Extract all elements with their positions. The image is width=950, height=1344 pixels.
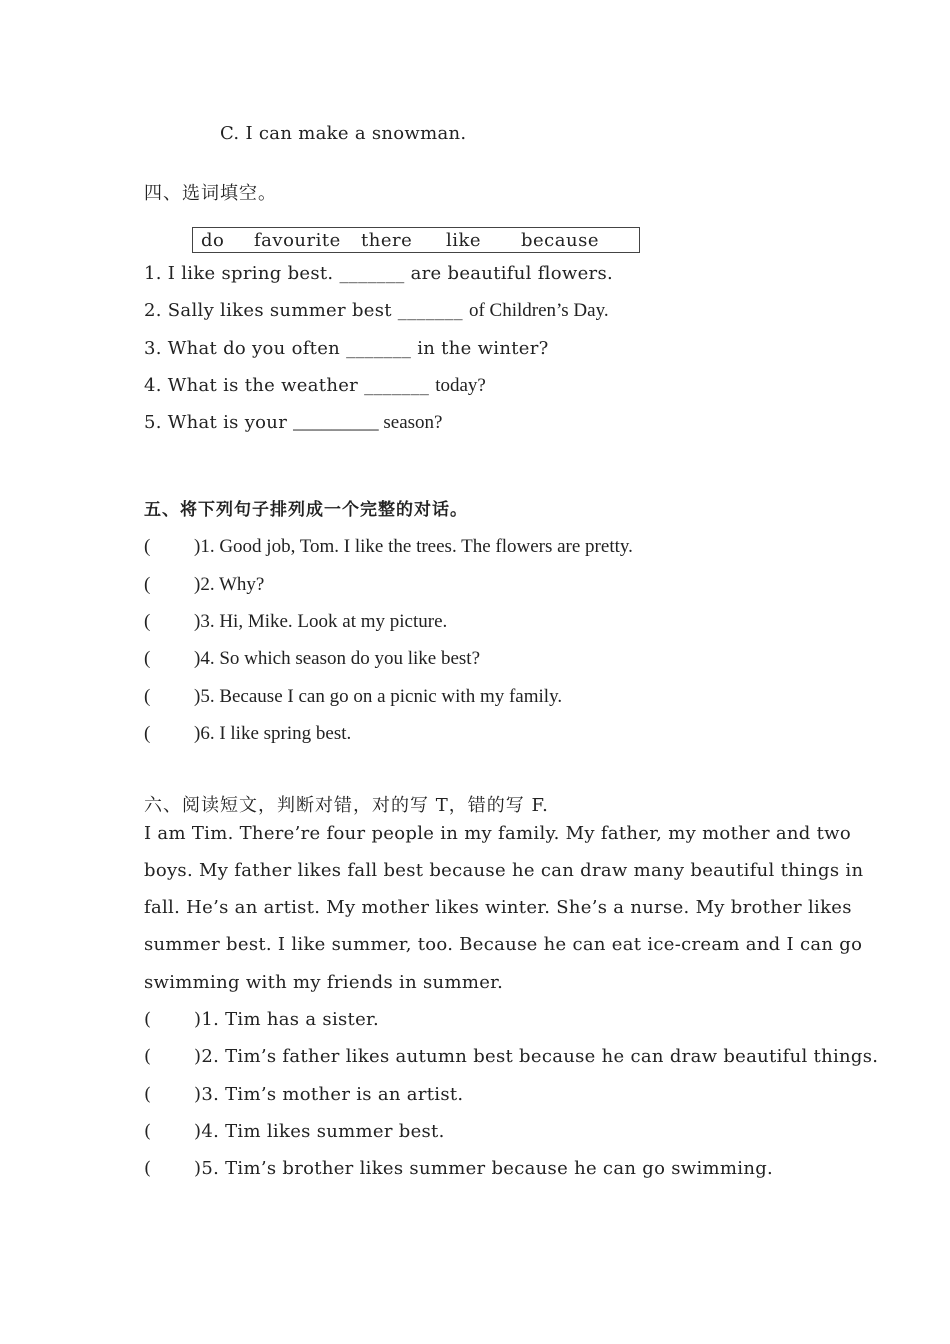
order-item-5: ( )5. Because I can go on a picnic with my family. bbox=[144, 686, 563, 707]
passage-line: fall. He’s an artist. My mother likes winter. She’s a nurse. My brother likes bbox=[144, 897, 852, 918]
order-item-2: ( )2. Why? bbox=[144, 574, 265, 595]
word-bank-word: there bbox=[361, 230, 413, 251]
judge-item-1: ( )1. Tim has a sister. bbox=[144, 1009, 379, 1030]
order-item-4: ( )4. So which season do you like best? bbox=[144, 648, 481, 669]
order-item-3: ( )3. Hi, Mike. Look at my picture. bbox=[144, 611, 448, 632]
passage-line: summer best. I like summer, too. Because he can eat ice-cream and I can go bbox=[144, 934, 863, 955]
fill-item-2: 2. Sally likes summer best _______ of Children’s Day. bbox=[144, 300, 609, 321]
word-bank-word: like bbox=[446, 230, 482, 251]
word-bank-word: because bbox=[521, 230, 599, 251]
fill-item-4: 4. What is the weather _______ today? bbox=[144, 375, 486, 396]
section-4-title: 四、选词填空。 bbox=[144, 183, 277, 204]
judge-item-2: ( )2. Tim’s father likes autumn best because he can draw beautiful things. bbox=[144, 1046, 879, 1067]
word-bank bbox=[192, 227, 640, 253]
passage-line: I am Tim. There’re four people in my family. My father, my mother and two bbox=[144, 823, 852, 844]
word-bank-word: favourite bbox=[254, 230, 341, 251]
option-c: C. I can make a snowman. bbox=[220, 123, 467, 144]
section-5-title: 五、将下列句子排列成一个完整的对话。 bbox=[144, 500, 468, 520]
fill-item-3: 3. What do you often _______ in the winter? bbox=[144, 338, 549, 359]
passage-line: swimming with my friends in summer. bbox=[144, 972, 504, 993]
section-6-title: 六、阅读短文，判断对错，对的写 T，错的写 F. bbox=[144, 795, 549, 816]
word-bank-word: do bbox=[201, 230, 225, 251]
judge-item-5: ( )5. Tim’s brother likes summer because he can go swimming. bbox=[144, 1158, 774, 1179]
judge-item-4: ( )4. Tim likes summer best. bbox=[144, 1121, 445, 1142]
order-item-6: ( )6. I like spring best. bbox=[144, 723, 352, 744]
order-item-1: ( )1. Good job, Tom. I like the trees. The flowers are pretty. bbox=[144, 536, 633, 557]
passage-line: boys. My father likes fall best because he can draw many beautiful things in bbox=[144, 860, 864, 881]
fill-item-1: 1. I like spring best. _______ are beautiful flowers. bbox=[144, 263, 614, 284]
judge-item-3: ( )3. Tim’s mother is an artist. bbox=[144, 1084, 464, 1105]
fill-item-5: 5. What is your _________ season? bbox=[144, 412, 443, 433]
